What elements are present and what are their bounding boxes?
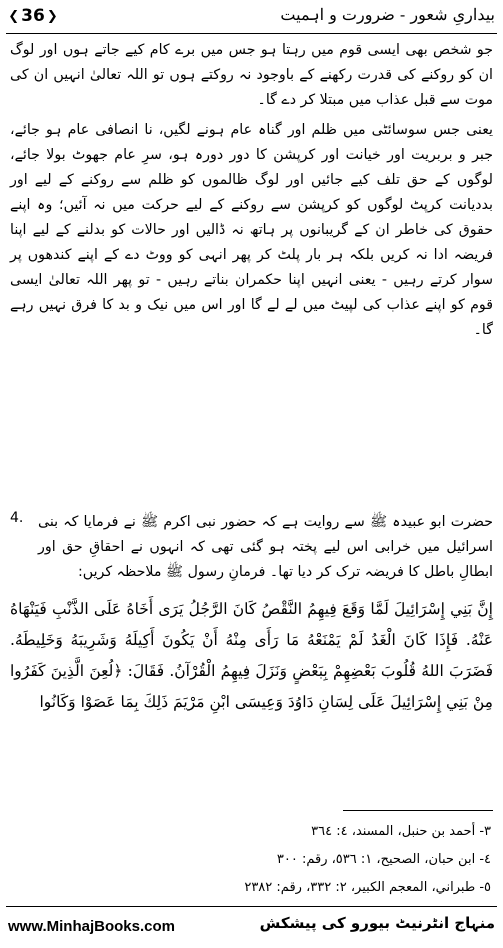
- ornament-left-icon: ❮: [8, 8, 20, 24]
- paragraph-2: یعنی جس سوسائٹی میں ظلم اور گناہ عام ہونے لگیں، نا انصافی عام ہو جائے، جبر و بربریت اور خیانت اور کرپشن کا دور دورہ ہو، سرِ عام جھوٹ بولا جائے، لوگوں کے حق تلف کیے جائیں اور لوگ ظالموں کو ظلم سے روکنے کے لیے اور بددیانت کرپٹ لوگوں کو کرپشن سے روکنے کے لیے حرکت میں نہ آئیں؛ وہ اپنے حقوق کی خاطر ان کے گریبانوں پر ہاتھ نہ ڈالیں اور حالات کو بدلنے کے لیے اپنا فریضہ ادا نہ کریں بلکہ ہر بار پلٹ کر پھر انہی کو ووٹ دے کے اپنے کندھوں پر سوار کرتے رہیں - یعنی انہیں اپنا حکمران بناتے رہیں - تو پھر اللہ تعالیٰ ایسی قوم کو اپنے عذاب کی لپیٹ میں لے لے گا اور اس میں نیک و بد کا فرق نہیں رہے گا۔: [10, 122, 493, 338]
- ornament-right-icon: ❯: [46, 8, 58, 24]
- page-number: [8, 4, 58, 28]
- footer-publisher: منہاج انٹرنیٹ بیورو کی پیشکش: [259, 914, 495, 932]
- paragraph-1: جو شخص بھی ایسی قوم میں رہتا ہو جس میں برے کام کیے جاتے ہوں اور لوگ ان کو روکنے کی قدرت رکھنے کے باوجود نہ روکتے ہوں تو اللہ تعالیٰ انہیں ان کی موت سے قبل عذاب میں مبتلا کر دے گا۔: [10, 42, 493, 108]
- footer-divider: [6, 906, 497, 907]
- item-number: 4.: [10, 510, 24, 526]
- paragraph-3: حضرت ابو عبیدہ ﷺ سے روایت ہے کہ حضور نبی اکرم ﷺ نے فرمایا کہ بنی اسرائیل میں خرابی اس لیے پختہ ہو گئی تھی کہ انہوں نے احقاقِ حق اور ابطالِ باطل کا فریضہ ترک کر دیا تھا۔ فرمانِ رسول ﷺ ملاحظہ کریں:: [38, 514, 493, 580]
- footnote-4: ٤- ابن حبان، الصحيح، ١: ٥٣٦، رقم: ٣٠٠: [276, 852, 491, 867]
- footnotes: [11, 818, 491, 902]
- page-number-value: 36: [21, 6, 45, 26]
- footnote-3: ٣- أحمد بن حنبل، المسند، ٤: ٣٦٤: [311, 824, 491, 839]
- footnotes-divider: [343, 810, 493, 811]
- header-divider: [6, 33, 497, 34]
- page-header: [0, 0, 503, 34]
- hadith-arabic-text: إِنَّ بَنِي إِسْرَائِيلَ لَمَّا وَقَعَ فِيهِمُ النَّقْصُ كَانَ الرَّجُلُ يَرَى أَخَاهُ عَلَى الذَّنْبِ فَيَنْهَاهُ عَنْهُ. فَإِذَا كَانَ الْغَدُ لَمْ يَمْنَعْهُ مَا رَأَى مِنْهُ أَنْ يَكُونَ أَكِيلَهُ وَشَرِيبَهُ وَخَلِيطَهُ. فَضَرَبَ اللهُ قُلُوبَ بَعْضِهِمْ بِبَعْضٍ وَنَزَلَ فِيهِمُ الْقُرْآنُ. فَقَالَ: ﴿لُعِنَ الَّذِينَ كَفَرُوا مِنْ بَنِي إِسْرَائِيلَ عَلَى لِسَانِ دَاوُدَ وَعِيسَى ابْنِ مَرْيَمَ ذَلِكَ بِمَا عَصَوْا وَكَانُوا: [10, 600, 493, 711]
- running-title: بیداریِ شعور - ضرورت و اہمیت: [280, 5, 495, 24]
- footnote-5: ٥- طبراني، المعجم الكبير، ٢: ٣٣٢، رقم: ٢٣٨٢: [244, 880, 491, 895]
- footer-website-link[interactable]: www.MinhajBooks.com: [8, 918, 175, 935]
